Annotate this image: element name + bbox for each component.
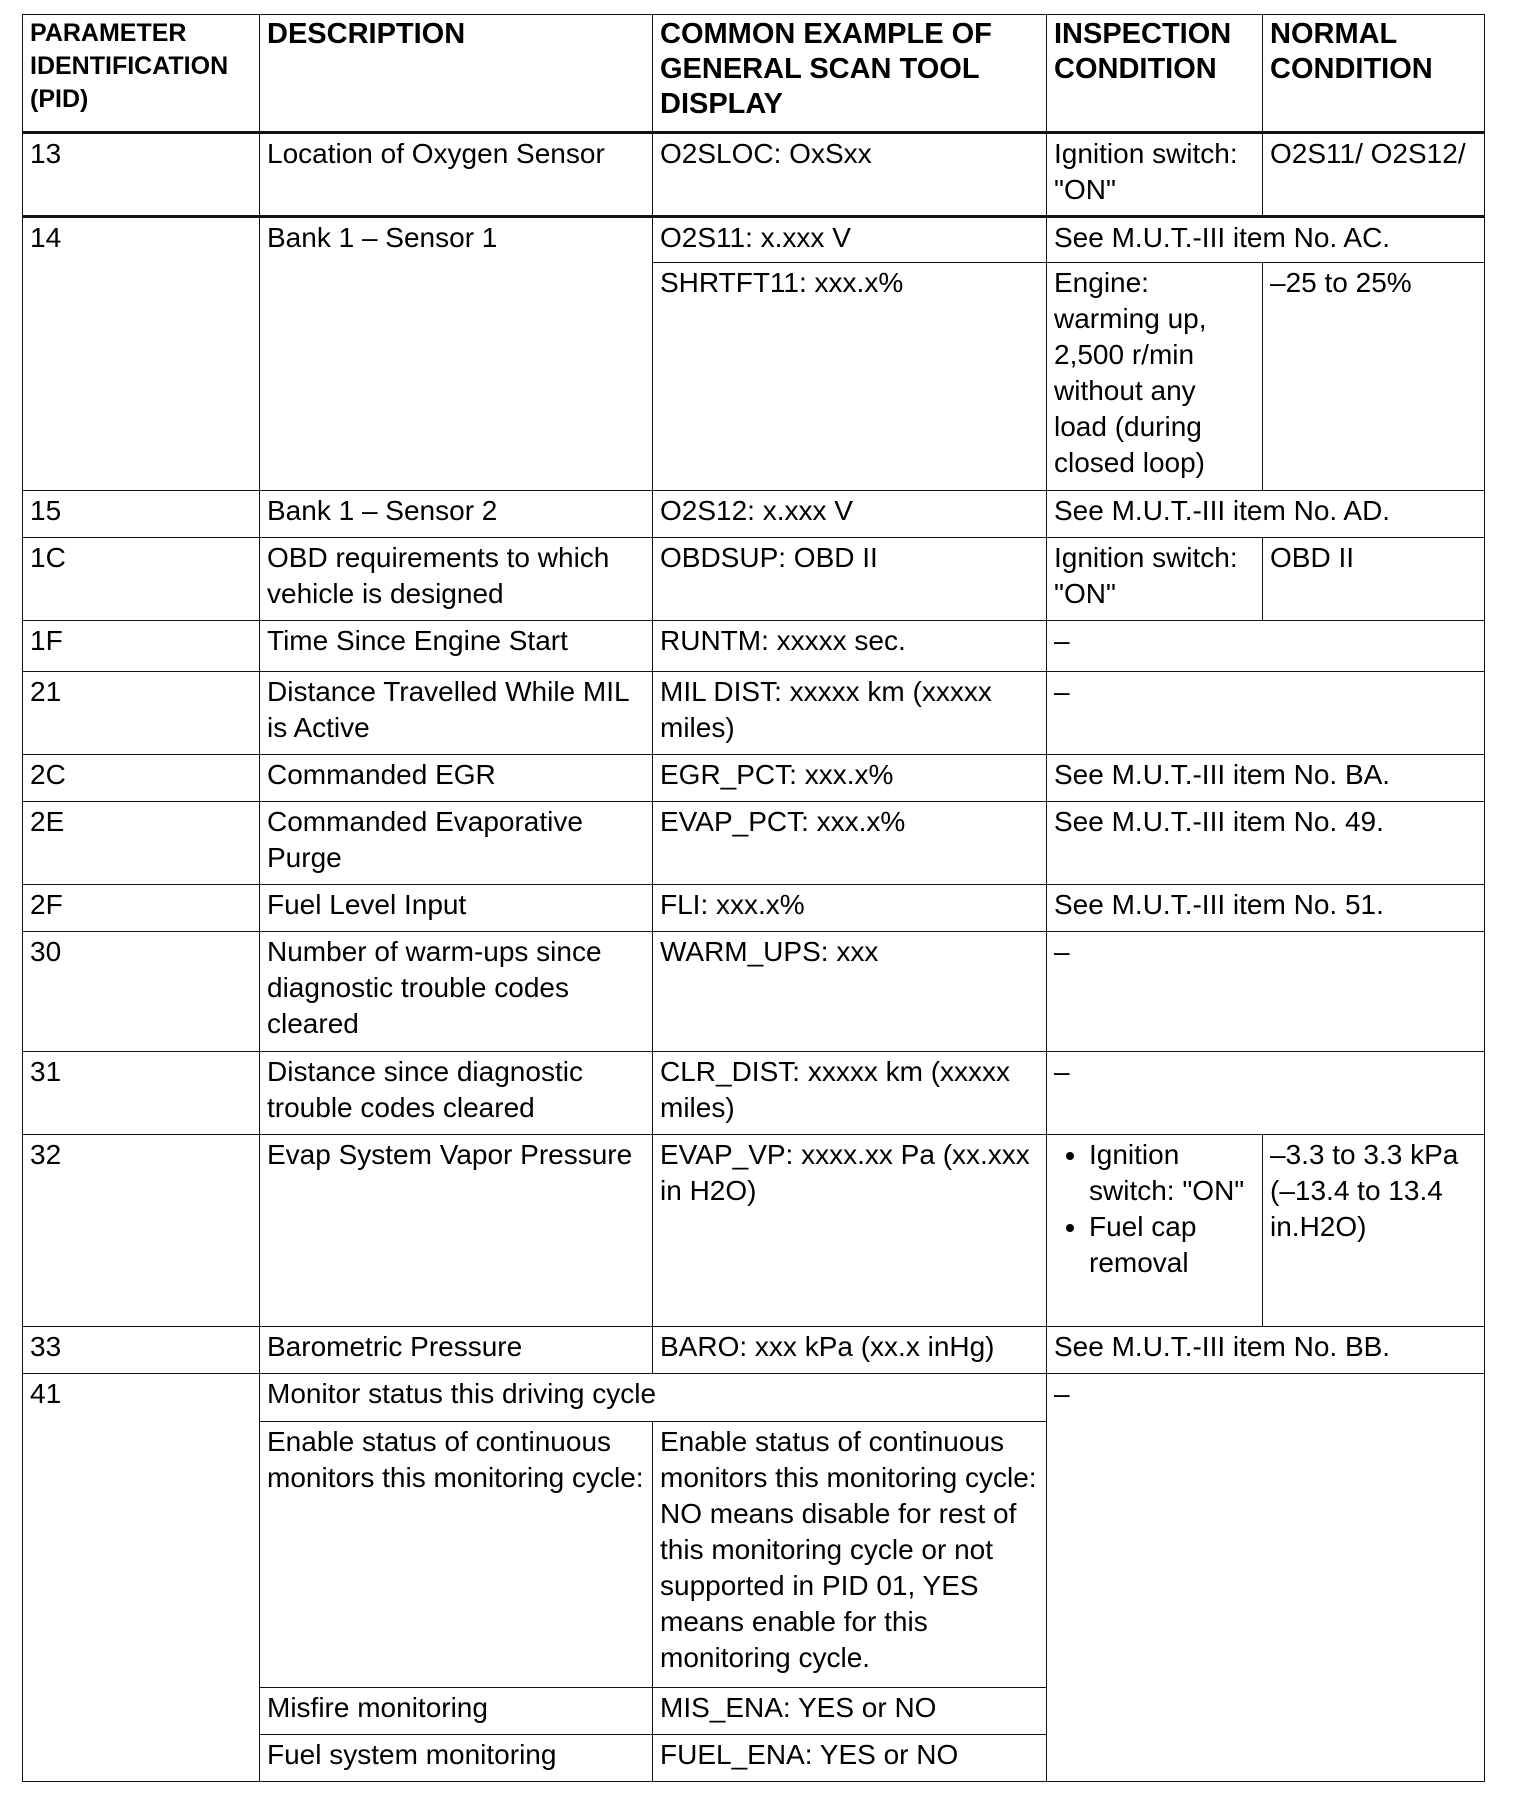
inspection-list — [1049, 1137, 1255, 1281]
pid-cell: 1F — [23, 621, 260, 672]
table-row — [23, 133, 1485, 217]
example-cell: RUNTM: xxxxx sec. — [653, 621, 1047, 672]
normal-cell: OBD II — [1263, 538, 1485, 621]
pid-cell: 2F — [23, 885, 260, 932]
example-cell: SHRTFT11: xxx.x% — [653, 263, 1047, 491]
table-row — [23, 621, 1485, 672]
pid-cell: 21 — [23, 672, 260, 755]
description-cell: Monitor status this driving cycle — [260, 1374, 1047, 1422]
inspection-cell — [1047, 1135, 1263, 1327]
pid-cell: 2E — [23, 802, 260, 885]
table-row — [23, 217, 1485, 263]
normal-cell: –25 to 25% — [1263, 263, 1485, 491]
pid-cell: 1C — [23, 538, 260, 621]
pid-cell: 30 — [23, 932, 260, 1052]
condition-cell: See M.U.T.-III item No. 51. — [1047, 885, 1485, 932]
description-cell: Distance Travelled While MIL is Active — [260, 672, 653, 755]
example-cell: O2S12: x.xxx V — [653, 491, 1047, 538]
description-cell: Time Since Engine Start — [260, 621, 653, 672]
example-cell: OBDSUP: OBD II — [653, 538, 1047, 621]
condition-cell: See M.U.T.-III item No. AC. — [1047, 217, 1485, 263]
description-cell: Commanded Evaporative Purge — [260, 802, 653, 885]
table-row — [23, 1135, 1485, 1327]
example-cell: FUEL_ENA: YES or NO — [653, 1735, 1047, 1782]
pid-cell: 31 — [23, 1052, 260, 1135]
description-cell: Misfire monitoring — [260, 1688, 653, 1735]
example-cell: WARM_UPS: xxx — [653, 932, 1047, 1052]
header-inspection: INSPECTION CONDITION — [1047, 15, 1263, 133]
condition-cell: – — [1047, 1374, 1485, 1782]
example-cell: O2SLOC: OxSxx — [653, 133, 1047, 217]
description-cell: Fuel Level Input — [260, 885, 653, 932]
description-cell: Evap System Vapor Pressure — [260, 1135, 653, 1327]
list-item: • Fuel cap removal — [1089, 1209, 1255, 1281]
table-row — [23, 1327, 1485, 1374]
table-row — [23, 491, 1485, 538]
example-cell: EVAP_PCT: xxx.x% — [653, 802, 1047, 885]
header-normal: NORMAL CONDITION — [1263, 15, 1485, 133]
condition-cell: – — [1047, 1052, 1485, 1135]
condition-cell: See M.U.T.-III item No. BB. — [1047, 1327, 1485, 1374]
description-cell: Bank 1 – Sensor 1 — [260, 217, 653, 491]
inspection-cell: Ignition switch: "ON" — [1047, 538, 1263, 621]
pid-table — [22, 14, 1485, 1782]
normal-cell: –3.3 to 3.3 kPa (–13.4 to 13.4 in.H2O) — [1263, 1135, 1485, 1327]
example-cell: FLI: xxx.x% — [653, 885, 1047, 932]
example-cell: BARO: xxx kPa (xx.x inHg) — [653, 1327, 1047, 1374]
description-cell: Location of Oxygen Sensor — [260, 133, 653, 217]
example-cell: CLR_DIST: xxxxx km (xxxxx miles) — [653, 1052, 1047, 1135]
condition-cell: See M.U.T.-III item No. AD. — [1047, 491, 1485, 538]
example-cell: MIS_ENA: YES or NO — [653, 1688, 1047, 1735]
table-row — [23, 1374, 1485, 1422]
pid-cell: 41 — [23, 1374, 260, 1782]
header-row — [23, 15, 1485, 133]
inspection-cell: Engine: warming up, 2,500 r/min without any load (during closed loop) — [1047, 263, 1263, 491]
description-cell: Bank 1 – Sensor 2 — [260, 491, 653, 538]
condition-cell: – — [1047, 621, 1485, 672]
description-cell: Commanded EGR — [260, 755, 653, 802]
description-cell: Enable status of continuous monitors this monitoring cycle: — [260, 1422, 653, 1688]
normal-cell: O2S11/ O2S12/ — [1263, 133, 1485, 217]
header-description: DESCRIPTION — [260, 15, 653, 133]
condition-cell: See M.U.T.-III item No. 49. — [1047, 802, 1485, 885]
pid-cell: 33 — [23, 1327, 260, 1374]
table-row — [23, 672, 1485, 755]
table-row — [23, 755, 1485, 802]
condition-cell: See M.U.T.-III item No. BA. — [1047, 755, 1485, 802]
table-row — [23, 1052, 1485, 1135]
pid-cell: 32 — [23, 1135, 260, 1327]
description-cell: Distance since diagnostic trouble codes cleared — [260, 1052, 653, 1135]
pid-cell: 13 — [23, 133, 260, 217]
pid-cell: 15 — [23, 491, 260, 538]
description-cell: OBD requirements to which vehicle is designed — [260, 538, 653, 621]
description-cell: Number of warm-ups since diagnostic trouble codes cleared — [260, 932, 653, 1052]
page — [22, 14, 1485, 1782]
example-cell: EGR_PCT: xxx.x% — [653, 755, 1047, 802]
description-cell: Barometric Pressure — [260, 1327, 653, 1374]
condition-cell: – — [1047, 932, 1485, 1052]
table-row — [23, 885, 1485, 932]
pid-cell: 14 — [23, 217, 260, 491]
condition-cell: – — [1047, 672, 1485, 755]
list-item: • Ignition switch: "ON" — [1089, 1137, 1255, 1209]
table-row — [23, 538, 1485, 621]
example-cell: EVAP_VP: xxxx.xx Pa (xx.xxx in H2O) — [653, 1135, 1047, 1327]
example-cell: O2S11: x.xxx V — [653, 217, 1047, 263]
example-cell: Enable status of continuous monitors this monitoring cycle: NO means disable for rest of this monitoring cycle or not supported in PID 01, YES means enable for this monitoring cycle. — [653, 1422, 1047, 1688]
header-example: COMMON EXAMPLE OF GENERAL SCAN TOOL DISPLAY — [653, 15, 1047, 133]
description-cell: Fuel system monitoring — [260, 1735, 653, 1782]
pid-cell: 2C — [23, 755, 260, 802]
header-pid: PARAMETER IDENTIFICATION (PID) — [23, 15, 260, 133]
table-row — [23, 802, 1485, 885]
table-row — [23, 932, 1485, 1052]
inspection-cell: Ignition switch: "ON" — [1047, 133, 1263, 217]
example-cell: MIL DIST: xxxxx km (xxxxx miles) — [653, 672, 1047, 755]
